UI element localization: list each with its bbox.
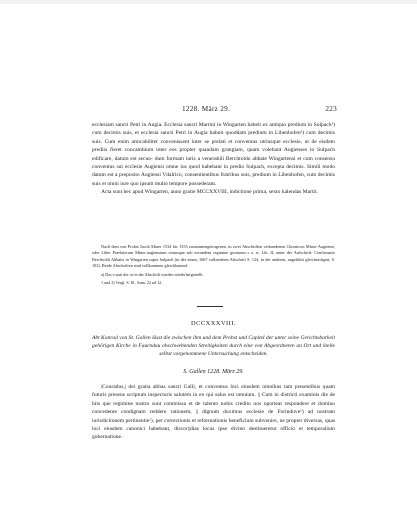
text-line: prelati et conventus utriusque ecclesie, ut de eisdem prediis fieret concambium inter eos (92, 138, 335, 154)
main-text-paragraph (92, 121, 335, 188)
text-line: predium in Libenhofen²) cum decimis suis. Cum enim amicabiliter convenissent inter se (92, 130, 335, 145)
text-line: Libenhofen, cum decimis suis et omni iure quo ipsum multo tempore possederant. (92, 172, 336, 187)
charter-text (92, 383, 335, 442)
dateline: S. Gallen 1228. März 29. (183, 369, 244, 375)
text-line: modo datum est a preposito Augiensi Vdalrico, consentientibus fratribus suis, predium in (92, 164, 335, 179)
regest (92, 334, 335, 359)
closing-line: Acta sunt hec apud Wingarten, anno gratie MCCXXVIII, indictione prima, sexto kalendas Martii. (101, 189, 318, 196)
text-line: predium in Sulpach¹) cum decimis suis, et ecclesia sancti Petri in Augia habuit quoddam (92, 122, 335, 137)
apparatus-paragraph: Nach dem von Probst Jacob Marer 1534 bis 1553 zusammengetragenen, in zwei Abschriften verhandenen Chronicon Minor-Augiense, oder Liber Praelatorum Minor-augiensium rerumque sub eorundem regimine gestarum s a. w. Lib. II, unter der Aufschrift: Confirmatio Berchtoldi Abbatis in Wingarten super Sulpach (in der einen, 1667 vollendeten Abschrift S. 124, in der anderen, angeführt gleichzeitigen, S. 102). Beide Abschriften sind vollkommen gleichlautend. (92, 244, 335, 269)
page-number: 223 (325, 105, 337, 113)
charter-paragraph: |Conradus,| dei gratia abbas sancti Galli, et conventus loci eiusdem omnibus tam presentibus quam futuris presens scriptum inspecturis salutem in eo qui salus est omnium. || Cum in districti examinis die de hiis que regimine nostro sunt commissa et de talento nobis credito nos oporteat respondere et domino concedente condignam reddere rationem, || dignum duximus ecclesie de Forinduve¹) ad nostram iurisdictionem pertinentie¹), per correctionis et reformationis beneficium subvenire, ne propter diversas, quas loci eiusdem canonici habebant, discor||dias locus ipse divino destitueretur officio et temporalium gubernatione. (92, 384, 335, 441)
main-text (92, 121, 335, 197)
regest-text: Abt Konrad von St. Gallen lässt die zwischen ihm und dem Probst und Capitel der unter seine Gerichtsbarkeit gehörigen Kirche in Faurndau obschwebenden Streitigkeiten durch eine von Abgeordneten an Ort und Stelle selbst vorgenommene Untersuchung entscheiden. (92, 335, 335, 358)
section-divider (197, 306, 223, 307)
text-line: ecclesiam sancti Petri in Augia. Ecclesia sancti Martini in Wingarten habeit ex antiquo (92, 122, 287, 128)
text-line: propter quandam grangiam, quam volebant Augienses in Sulpach edificare, datum est secun- (92, 147, 335, 162)
document-number: DCCXXXVIII. (190, 320, 237, 327)
footnote-a: a) Das e statt der oe in der Abschrift wurden wiederhergestellt. (101, 271, 204, 277)
critical-apparatus (92, 244, 335, 286)
running-head (92, 105, 337, 115)
text-line: dum formam iuris a venerabili Berchtoldo abbate Wingartensi et cum consensu conventus (92, 155, 335, 171)
footnote-b: 1 und 2) Vergl. S. 81, Anm. 22 ud 12. (101, 279, 163, 285)
text-line: sui ecclesie Augiensi omne ius quod habebant in predio Sulpach, excepta decimis. Simili (116, 164, 321, 171)
running-head-date: 1228. März 29. (182, 105, 231, 113)
scan-top-edge (0, 0, 417, 4)
